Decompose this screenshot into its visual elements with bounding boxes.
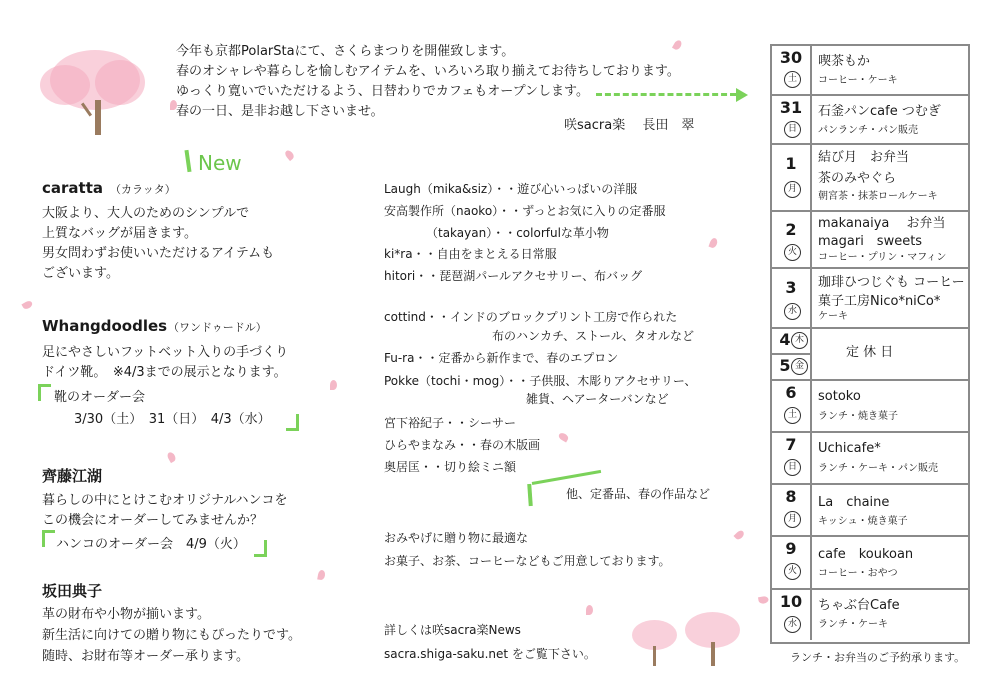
- caratta-line: 男女問わずお使いいただけるアイテムも: [42, 246, 275, 261]
- sakata-line: 革の財布や小物が揃います。: [42, 607, 210, 622]
- bracket-mark-icon: [42, 530, 55, 547]
- cafe-menu: ランチ・ケーキ: [818, 619, 888, 630]
- weekday-badge: 月: [784, 181, 801, 198]
- vendor-item: Pokke（tochi・mog）・・子供服、木彫りアクセサリー、: [384, 374, 697, 388]
- date-number: 1: [785, 154, 797, 173]
- saito-title: 齊藤江湖: [42, 467, 103, 485]
- date-number: 5: [779, 356, 791, 375]
- cafe-menu: コーヒー・プリン・マフィン: [818, 252, 947, 263]
- cafe-name: sotoko: [818, 389, 861, 404]
- sakata-line: 新生活に向けての贈り物にもぴったりです。: [42, 628, 301, 643]
- date-cell: [772, 96, 812, 143]
- cherry-tree-small-right: [685, 612, 745, 672]
- date-number: 31: [779, 98, 803, 117]
- whangdoodles-reading: （ワンドゥードル）: [168, 321, 267, 334]
- cafe-name: ちゃぶ台Cafe: [818, 598, 900, 613]
- vendor-item: 他、定番品、春の作品など: [566, 487, 711, 501]
- cafe-menu: コーヒー・おやつ: [818, 568, 898, 579]
- vendor-item: 布のハンカチ、ストール、タオルなど: [492, 329, 694, 343]
- intro-line: ゆっくり寛いでいただけるよう、日替わりでカフェもオープンします。: [176, 84, 590, 99]
- schedule-row: [772, 96, 968, 145]
- cafe-menu: ケーキ: [818, 311, 848, 322]
- bracket-mark-icon: [286, 414, 299, 431]
- weekday-badge: 土: [784, 407, 801, 424]
- vendor-item: Fu-ra・・定番から新作まで、春のエプロン: [384, 351, 619, 365]
- date-cell: [772, 381, 812, 431]
- date-cell: [772, 212, 812, 267]
- reservation-note: ランチ・お弁当のご予約承ります。: [790, 651, 966, 664]
- date-cell: [772, 145, 812, 210]
- schedule-row: [772, 381, 968, 433]
- new-badge-text: New: [198, 151, 242, 175]
- weekday-badge: 木: [791, 332, 808, 349]
- caratta-line: 上質なバッグが届きます。: [42, 226, 197, 241]
- intro-line: 今年も京都PolarStaにて、さくらまつりを開催致します。: [176, 44, 515, 59]
- bracket-mark-icon: [38, 384, 51, 401]
- schedule-row: [772, 537, 968, 590]
- schedule-row: [772, 590, 968, 640]
- cafe-name: 菓子工房Nico*niCo*: [818, 294, 941, 309]
- vendor-item: 雑貨、ヘアーターバンなど: [526, 392, 669, 406]
- date-cell: [772, 485, 812, 535]
- date-cell: [772, 590, 812, 640]
- cafe-menu: ランチ・ケーキ・パン販売: [818, 463, 938, 474]
- caratta-line: 大阪より、大人のためのシンプルで: [42, 206, 250, 221]
- schedule-row: [772, 269, 968, 329]
- cafe-name: 茶のみやぐら: [818, 171, 897, 186]
- schedule-row: [772, 145, 968, 212]
- vendor-item: Laugh（mika&siz）・・遊び心いっぱいの洋服: [384, 182, 638, 196]
- schedule-row: [772, 329, 968, 381]
- vendor-item: 宮下裕紀子・・シーサー: [384, 416, 517, 430]
- cafe-name: Uchicafe*: [818, 441, 881, 456]
- cafe-menu: キッシュ・焼き菓子: [818, 516, 908, 527]
- dashed-arrow-icon: [596, 88, 756, 102]
- cafe-menu: ランチ・焼き菓子: [818, 411, 898, 422]
- weekday-badge: 火: [784, 563, 801, 580]
- date-number: 7: [785, 435, 797, 454]
- date-number: 8: [785, 487, 797, 506]
- cherry-tree-illustration: [40, 40, 150, 140]
- vendor-item: ひらやまなみ・・春の木版画: [384, 438, 541, 452]
- gift-line: おみやげに贈り物に最適な: [384, 531, 529, 545]
- vendor-item: hitori・・琵琶湖パールアクセサリー、布バッグ: [384, 269, 643, 283]
- whangdoodles-line: 足にやさしいフットベット入りの手づくり: [42, 345, 289, 360]
- weekday-badge: 日: [784, 459, 801, 476]
- intro-line: 春のオシャレや暮らしを愉しむアイテムを、いろいろ取り揃えてお待ちしております。: [176, 64, 680, 79]
- bracket-mark-icon: [254, 540, 267, 557]
- weekday-badge: 土: [784, 71, 801, 88]
- saito-line: この機会にオーダーしてみませんか？: [42, 513, 264, 528]
- weekday-badge: 金: [791, 358, 808, 375]
- shoe-order-title: 靴のオーダー会: [54, 390, 146, 405]
- whangdoodles-title: Whangdoodles: [42, 317, 168, 335]
- date-cell: [772, 46, 812, 94]
- caratta-line: ございます。: [42, 266, 119, 281]
- cafe-menu: 朝宮茶・抹茶ロールケーキ: [818, 191, 938, 202]
- intro-signature: 咲sacra楽 長田 翠: [564, 118, 695, 133]
- cafe-menu: パンランチ・パン販売: [818, 125, 918, 136]
- date-cell: [772, 269, 812, 327]
- closed-label: 定 休 日: [846, 345, 894, 360]
- vendor-item: ki*ra・・自由をまとえる日常服: [384, 247, 557, 261]
- weekday-badge: 日: [784, 121, 801, 138]
- shoe-order-dates: 3/30（土） 31（日） 4/3（水）: [74, 412, 271, 427]
- caratta-reading: （カラッタ）: [110, 183, 176, 196]
- schedule-row: [772, 46, 968, 96]
- date-number: 9: [785, 539, 797, 558]
- weekday-badge: 火: [784, 244, 801, 261]
- date-cell: [772, 329, 812, 379]
- cafe-menu: コーヒー・ケーキ: [818, 75, 898, 86]
- date-number: 10: [779, 592, 803, 611]
- hanko-order: ハンコのオーダー会 4/9（火）: [56, 537, 246, 552]
- caratta-title: caratta: [42, 179, 103, 197]
- schedule-row: [772, 433, 968, 485]
- cafe-name: 珈琲ひつじぐも コーヒー: [818, 275, 965, 290]
- date-cell: [772, 433, 812, 483]
- cafe-name: La chaine: [818, 495, 890, 510]
- weekday-badge: 水: [784, 616, 801, 633]
- sakata-line: 随時、お財布等オーダー承ります。: [42, 649, 249, 664]
- vendor-item: 安高製作所（naoko）・・ずっとお気に入りの定番服: [384, 204, 666, 218]
- date-cell: [772, 537, 812, 588]
- intro-line: 春の一日、是非お越し下さいませ。: [176, 104, 384, 119]
- cherry-tree-small-left: [632, 620, 682, 670]
- date-number: 2: [785, 220, 797, 239]
- gift-line: お菓子、お茶、コーヒーなどもご用意しております。: [384, 554, 671, 568]
- vendor-item: 奥居匡・・切り絵ミニ額: [384, 460, 517, 474]
- cafe-name: magari sweets: [818, 234, 923, 249]
- date-number: 6: [785, 383, 797, 402]
- cafe-name: cafe koukoan: [818, 547, 914, 562]
- cafe-schedule-table: [770, 44, 970, 644]
- date-number: 30: [779, 48, 803, 67]
- cafe-name: 結び月 お弁当: [818, 150, 910, 165]
- saito-line: 暮らしの中にとけこむオリジナルハンコを: [42, 493, 288, 508]
- date-number: 4: [779, 330, 791, 349]
- schedule-row: [772, 485, 968, 537]
- cafe-name: makanaiya お弁当: [818, 216, 946, 231]
- cafe-name: 喫茶もか: [818, 54, 871, 69]
- vendor-item: （takayan）・・colorfulな革小物: [426, 226, 609, 240]
- cafe-name: 石釜パンcafe つむぎ: [818, 104, 941, 119]
- details-line: 詳しくは咲sacra楽News: [384, 623, 521, 637]
- details-link[interactable]: sacra.shiga-saku.net をご覧下さい。: [384, 647, 596, 661]
- date-number: 3: [785, 278, 797, 297]
- weekday-badge: 月: [784, 511, 801, 528]
- weekday-badge: 水: [784, 303, 801, 320]
- whangdoodles-line: ドイツ靴。 ※4/3までの展示となります。: [42, 365, 287, 380]
- sakata-title: 坂田典子: [42, 582, 103, 600]
- schedule-row: [772, 212, 968, 269]
- vendor-item: cottind・・インドのブロックプリント工房で作られた: [384, 310, 678, 324]
